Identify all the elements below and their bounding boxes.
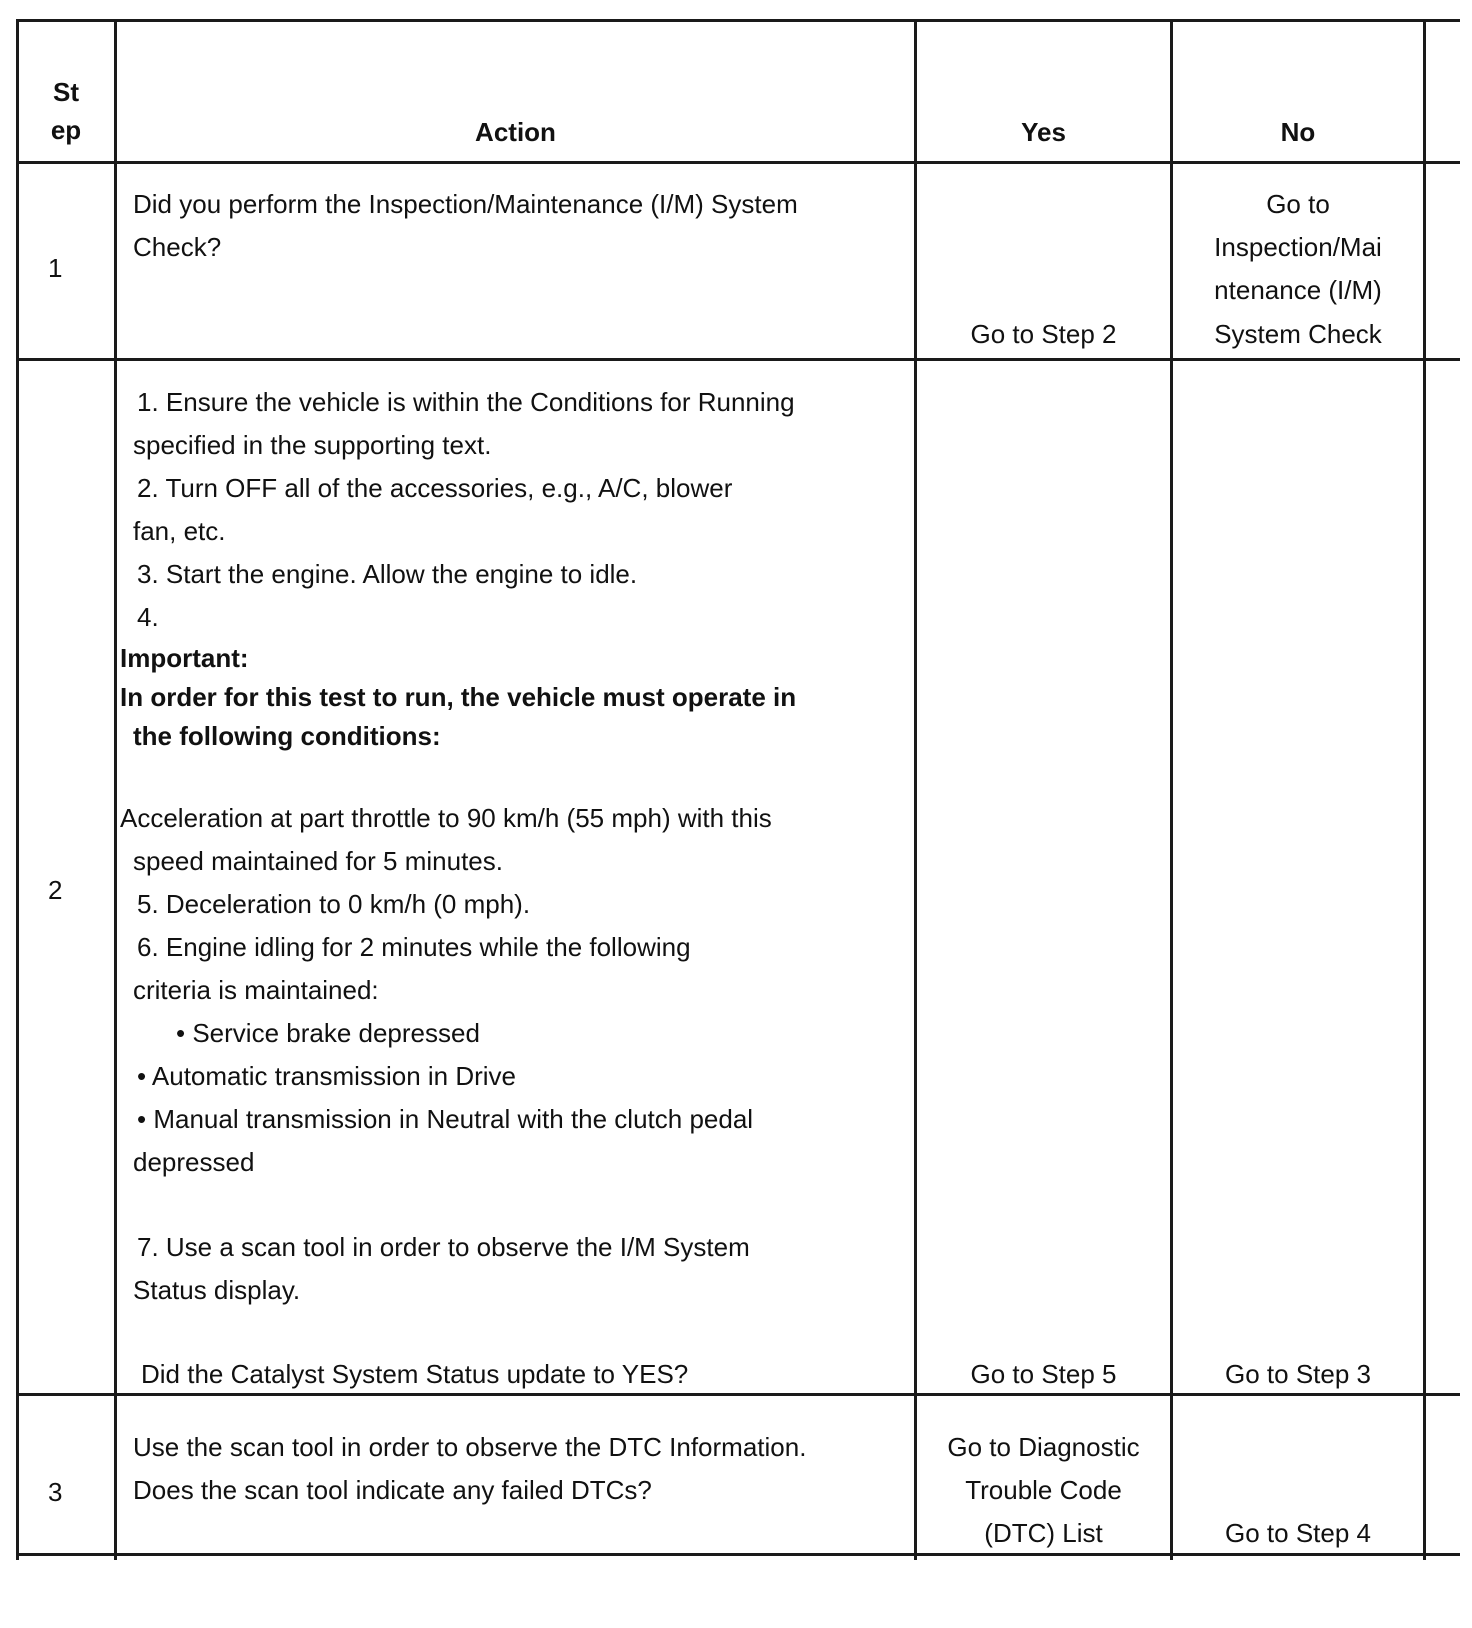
action-step-6: 6. Engine idling for 2 minutes while the following xyxy=(137,932,691,962)
action-line: Did you perform the Inspection/Maintenance (I/M) System xyxy=(133,189,798,219)
action-step-2-cont: fan, etc. xyxy=(133,516,226,546)
step-number: 3 xyxy=(48,1477,63,1507)
yes-result-line: Go to Diagnostic xyxy=(947,1432,1140,1462)
action-line: Check? xyxy=(133,232,222,262)
action-step-2: 2. Turn OFF all of the accessories, e.g., A/C, blower xyxy=(137,473,733,503)
yes-result: Go to Step 5 xyxy=(970,1359,1117,1389)
bullet-item-cont: depressed xyxy=(133,1147,255,1177)
header-no: No xyxy=(1280,117,1316,147)
important-label: Important: xyxy=(120,643,249,673)
header-step-line-2: ep xyxy=(50,115,82,145)
bullet-item: • Service brake depressed xyxy=(176,1018,480,1048)
action-step-3: 3. Start the engine. Allow the engine to idle. xyxy=(137,559,638,589)
yes-result-line: (DTC) List xyxy=(984,1518,1103,1548)
no-result-line: ntenance (I/M) xyxy=(1214,275,1382,305)
important-text-cont: the following conditions: xyxy=(133,721,441,751)
header-action: Action xyxy=(475,117,556,147)
no-result-line: System Check xyxy=(1214,319,1382,349)
table-right-border xyxy=(1423,20,1426,1560)
no-result: Go to Step 3 xyxy=(1225,1359,1371,1389)
important-text: In order for this test to run, the vehicle must operate in xyxy=(120,682,797,712)
header-divider xyxy=(16,161,1460,164)
action-question: Did the Catalyst System Status update to YES? xyxy=(141,1359,689,1389)
action-step-5: 5. Deceleration to 0 km/h (0 mph). xyxy=(137,889,531,919)
action-step-6-cont: criteria is maintained: xyxy=(133,975,379,1005)
action-step-7-cont: Status display. xyxy=(133,1275,301,1305)
action-step-1: 1. Ensure the vehicle is within the Conditions for Running xyxy=(137,387,795,417)
action-col-divider xyxy=(914,20,917,1560)
no-result: Go to Step 4 xyxy=(1225,1518,1371,1548)
action-line: Does the scan tool indicate any failed DTCs? xyxy=(133,1475,652,1505)
acceleration-condition-cont: speed maintained for 5 minutes. xyxy=(133,846,503,876)
yes-result: Go to Step 2 xyxy=(970,319,1117,349)
yes-result-line: Trouble Code xyxy=(965,1475,1122,1505)
step-col-divider xyxy=(114,20,117,1560)
step-number: 2 xyxy=(48,875,63,905)
step-number: 1 xyxy=(48,253,63,283)
action-step-4: 4. xyxy=(137,602,159,632)
header-yes: Yes xyxy=(1021,117,1066,147)
acceleration-condition: Acceleration at part throttle to 90 km/h (55 mph) with this xyxy=(120,803,772,833)
table-left-border xyxy=(16,20,19,1560)
bullet-item: • Automatic transmission in Drive xyxy=(137,1061,517,1091)
no-result-line: Go to xyxy=(1266,189,1330,219)
bullet-item: • Manual transmission in Neutral with the clutch pedal xyxy=(137,1104,754,1134)
header-step-line-1: St xyxy=(53,77,79,107)
row-1-divider xyxy=(16,358,1460,361)
action-step-1-cont: specified in the supporting text. xyxy=(133,430,492,460)
action-line: Use the scan tool in order to observe the DTC Information. xyxy=(133,1432,807,1462)
action-step-7: 7. Use a scan tool in order to observe the I/M System xyxy=(137,1232,750,1262)
no-result-line: Inspection/Mai xyxy=(1214,232,1382,262)
table-top-border xyxy=(16,19,1460,22)
